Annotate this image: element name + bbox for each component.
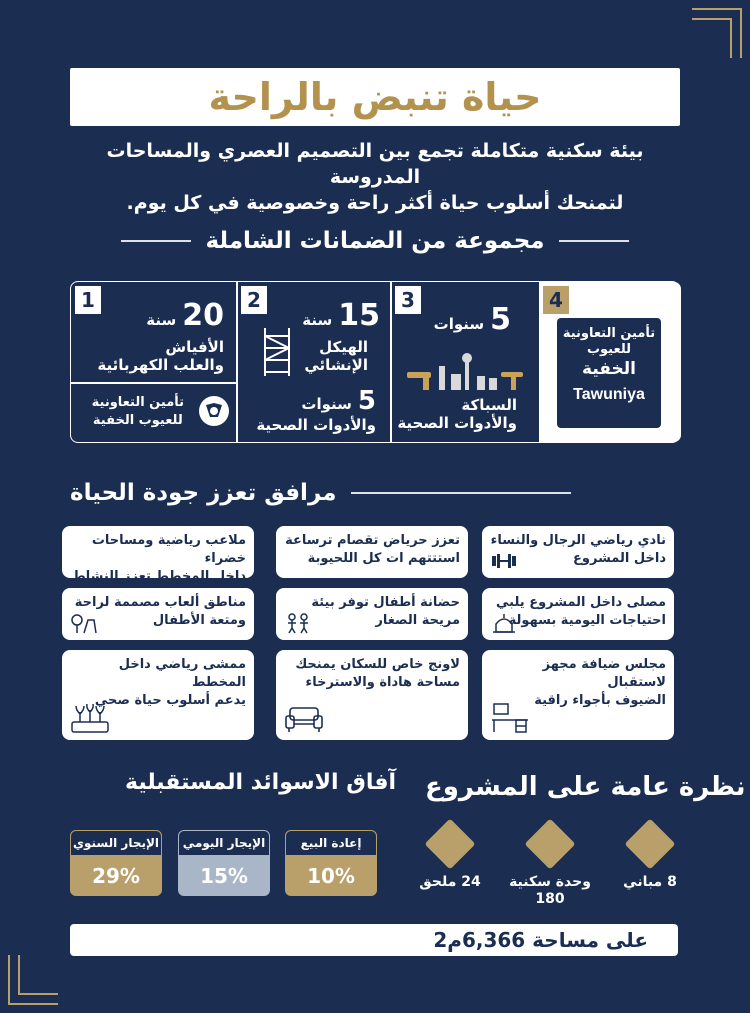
amenity-text: ممشى رياضي داخل المخطط bbox=[118, 657, 246, 690]
amenity-text: داخل المخطط تعزز النشاط bbox=[72, 569, 246, 584]
return-card-annual bbox=[70, 830, 162, 896]
returns-heading bbox=[125, 770, 396, 795]
return-label: الإيجار السنوي bbox=[70, 830, 162, 856]
guarantee-desc: والعلب الكهربائية bbox=[97, 356, 224, 374]
guarantee-number: 3 bbox=[395, 286, 421, 314]
guarantees-panel bbox=[70, 281, 680, 443]
guarantee-unit: سنة bbox=[146, 311, 177, 329]
amenity-text: لاونج خاص للسكان يمنحك bbox=[295, 657, 460, 672]
guarantee-unit: سنة bbox=[302, 311, 333, 329]
amenity-text: نادي رياضي الرجال والنساء bbox=[490, 533, 666, 548]
amenity-text: مريحة الصغار bbox=[375, 613, 460, 628]
intro-line: بيئة سكنية متكاملة تجمع بين التصميم العصري والمساحات المدروسة bbox=[106, 140, 644, 188]
scaffold-icon bbox=[261, 326, 293, 378]
guarantee-value: 5 bbox=[490, 302, 511, 337]
amenity-card bbox=[62, 526, 254, 584]
corner-decoration bbox=[8, 945, 68, 1005]
amenity-card bbox=[276, 588, 468, 640]
amenity-card bbox=[276, 526, 468, 578]
desk-icon bbox=[490, 702, 530, 734]
guarantee-3 bbox=[391, 282, 539, 442]
overview-text: وحدة سكنية bbox=[509, 874, 591, 890]
kids-icon bbox=[284, 612, 312, 634]
brand-name: Tawuniya bbox=[573, 386, 645, 403]
amenities-heading bbox=[70, 480, 680, 506]
faucets-icon bbox=[405, 352, 525, 392]
guarantee-value: 15 bbox=[338, 298, 380, 333]
corner-decoration bbox=[682, 8, 742, 68]
amenity-card bbox=[276, 650, 468, 740]
amenity-card bbox=[62, 650, 254, 740]
tawuniya-card bbox=[557, 318, 661, 428]
title-banner bbox=[70, 68, 680, 126]
overview-text: 24 ملحق bbox=[419, 874, 481, 890]
return-value: 15% bbox=[178, 856, 270, 896]
amenity-card bbox=[482, 526, 674, 578]
return-value: 29% bbox=[70, 856, 162, 896]
dumbbell-icon bbox=[490, 550, 518, 572]
guarantee-value: 20 bbox=[182, 298, 224, 333]
guarantees-heading bbox=[70, 228, 680, 254]
guarantee-2 bbox=[237, 282, 390, 442]
section-title: آفاق الاسوائد المستقبلية bbox=[125, 770, 397, 795]
overview-heading bbox=[425, 772, 746, 802]
insurance-text: تأمين التعاونية bbox=[562, 326, 656, 341]
return-label: إعادة البيع bbox=[285, 830, 377, 856]
amenity-text: الضيوف بأجواء راقية bbox=[534, 693, 666, 708]
section-title: نظرة عامة على المشروع bbox=[425, 772, 746, 802]
amenity-text: داخل المشروع bbox=[573, 551, 666, 566]
guarantee-desc: الإنشائي bbox=[304, 356, 368, 374]
overview-text: 180 bbox=[535, 891, 565, 907]
amenity-card bbox=[62, 588, 254, 640]
guarantee-number: 2 bbox=[241, 286, 267, 314]
amenity-text: تعزز حرياض تقصام ترساعة bbox=[285, 533, 460, 548]
return-card-daily bbox=[178, 830, 270, 896]
guarantee-1 bbox=[71, 282, 236, 442]
unit-icon bbox=[525, 819, 576, 870]
overview-units bbox=[505, 826, 595, 908]
return-card-resale bbox=[285, 830, 377, 896]
return-value: 10% bbox=[285, 856, 377, 896]
guarantee-desc: السباكة bbox=[461, 396, 517, 414]
insurance-text: تأمين التعاونية bbox=[91, 395, 184, 410]
amenity-card bbox=[482, 650, 674, 740]
guarantee-desc: الأفياش bbox=[165, 338, 224, 356]
insurance-text: للعيوب bbox=[586, 342, 632, 357]
guarantee-unit: سنوات bbox=[301, 395, 352, 413]
mosque-icon bbox=[490, 612, 518, 634]
amenity-text: مناطق ألعاب مصممة لراحة bbox=[74, 595, 246, 610]
section-title: مرافق تعزز جودة الحياة bbox=[70, 480, 337, 506]
overview-annexes bbox=[410, 826, 490, 891]
return-label: الإيجار اليومي bbox=[178, 830, 270, 856]
guarantee-unit: سنوات bbox=[433, 315, 485, 333]
area-text: على مساحة 6,366م2 bbox=[433, 928, 648, 952]
insurance-text: للعيوب الخفية bbox=[92, 413, 183, 428]
guarantee-desc: والأدوات الصحية bbox=[256, 416, 376, 434]
guarantee-desc: والأدوات الصحية bbox=[397, 414, 517, 432]
overview-text: 8 مباني bbox=[623, 874, 677, 890]
section-title: مجموعة من الضمانات الشاملة bbox=[205, 228, 545, 254]
guarantee-value: 5 bbox=[357, 386, 376, 416]
guarantee-4 bbox=[539, 282, 681, 442]
playground-icon bbox=[70, 612, 98, 634]
tawuniya-logo-icon bbox=[197, 394, 231, 428]
amenity-text: ملاعب رياضية ومساحات خضراء bbox=[91, 533, 246, 566]
intro-text bbox=[90, 138, 660, 216]
annex-icon bbox=[425, 819, 476, 870]
amenity-text: مساحة هاداة والاسترخاء bbox=[305, 675, 460, 690]
amenity-text: ومتعة الأطفال bbox=[152, 613, 246, 628]
guarantee-number: 1 bbox=[75, 286, 101, 314]
guarantee-number: 4 bbox=[543, 286, 569, 314]
amenity-text: مجلس ضيافة مجهز لاستقبال bbox=[542, 657, 666, 690]
insurance-text: الخفية bbox=[582, 359, 636, 379]
page-title: حياة تنبض بالراحة bbox=[208, 75, 542, 119]
amenity-text: احتياجات اليومية بسهولة bbox=[508, 613, 666, 628]
plants-icon bbox=[70, 704, 110, 734]
guarantee-desc: الهيكل bbox=[319, 338, 368, 356]
amenity-text: يدعم أسلوب حياة صحي bbox=[94, 693, 246, 708]
overview-buildings bbox=[610, 826, 690, 891]
area-bar bbox=[70, 924, 678, 956]
buildings-icon bbox=[625, 819, 676, 870]
sofa-icon bbox=[284, 704, 324, 734]
amenity-text: استتتهم ات كل اللحيوبة bbox=[307, 551, 460, 566]
amenity-card bbox=[482, 588, 674, 640]
intro-line: لتمنحك أسلوب حياة أكثر راحة وخصوصية في كل يوم. bbox=[126, 192, 624, 214]
amenity-text: مصلى داخل المشروع يلبي bbox=[496, 595, 666, 610]
amenity-text: حضانة أطفال توفر بيئة bbox=[311, 595, 460, 610]
